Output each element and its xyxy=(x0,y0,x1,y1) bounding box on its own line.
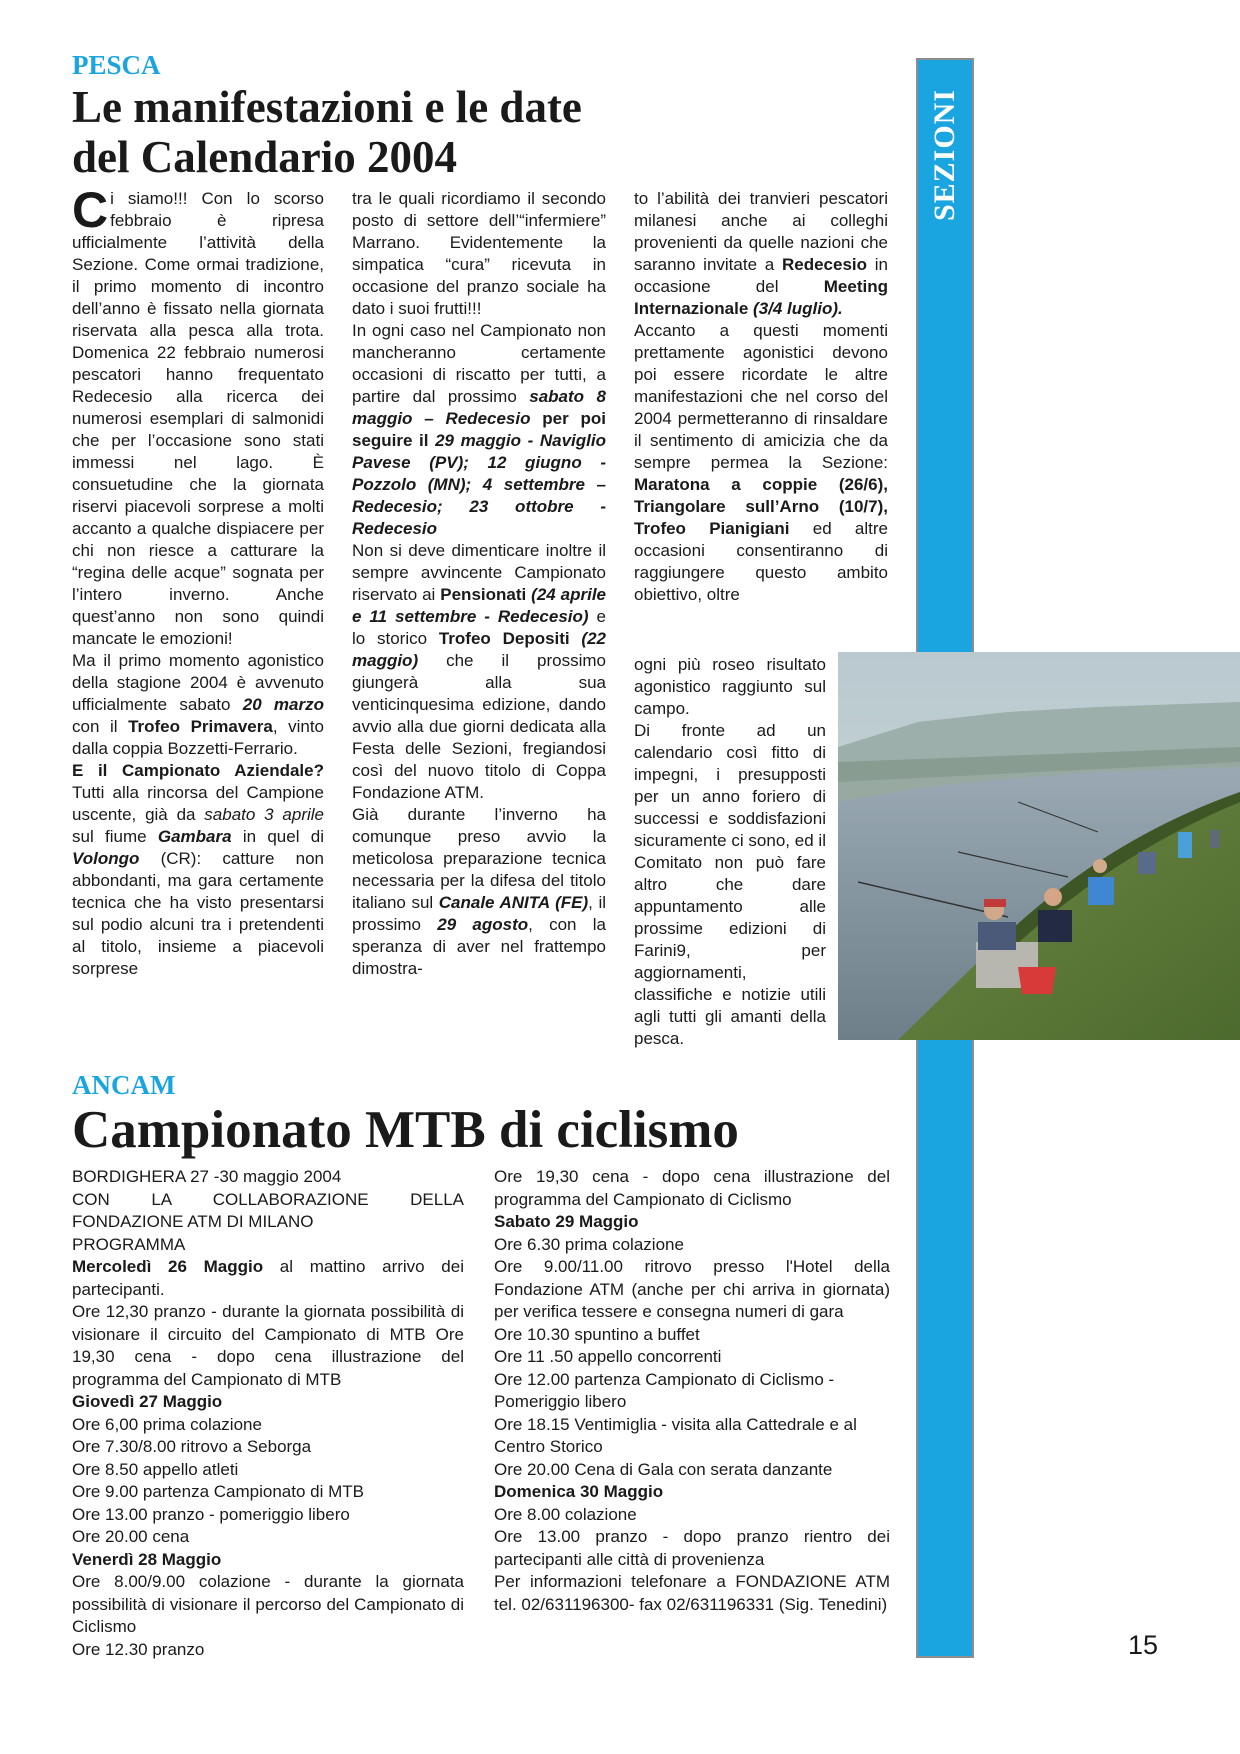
schedule-item: Ore 9.00/11.00 ritrovo presso l'Hotel della Fondazione ATM (anche per chi arriva in giornata) per verifica tessere e consegna numeri di gara xyxy=(494,1257,890,1321)
program-column-right xyxy=(494,1166,890,1616)
sidebar-label: SEZIONI xyxy=(928,88,961,222)
paragraph: Accanto a questi momenti prettamente agonistici devono poi essere ricordate le altre manifestazioni che nel corso del 2004 permetteranno di rinsaldare il sentimento di amicizia che da sempre permea la Sezione: Maratona a coppie (26/6), Triangolare sull’Arno (10/7), Trofeo Pianigiani ed altre occasioni consentiranno di raggiungere questo ambito obiettivo, oltre xyxy=(634,321,888,604)
fishing-photo xyxy=(838,652,1240,1040)
day-entry: Mercoledì 26 Maggio al mattino arrivo dei partecipanti. xyxy=(72,1257,464,1299)
schedule-item: Ore 6.30 prima colazione xyxy=(494,1234,684,1254)
page-number: 15 xyxy=(1128,1630,1159,1660)
paragraph: tra le quali ricordiamo il secondo posto di settore dell’“infermiere” Marrano. Evidentemente la simpatica “cura” ricevuta in occasione del pranzo sociale ha dato i suoi frutti!!! xyxy=(352,189,606,318)
article-column-1 xyxy=(72,188,324,1048)
schedule-item: Ore 8.00/9.00 colazione - durante la giornata possibilità di visionare il percorso del Campionato di Ciclismo xyxy=(72,1572,464,1636)
program-column-left xyxy=(72,1166,464,1661)
schedule-item: Ore 13.00 pranzo - dopo pranzo rientro dei partecipanti alle città di provenienza xyxy=(494,1527,890,1569)
article-2-title: Campionato MTB di ciclismo xyxy=(72,1101,739,1159)
schedule-item: Ore 8.50 appello atleti xyxy=(72,1459,239,1479)
text-line: Ore 12,30 pranzo - durante la giornata possibilità di visionare il circuito del Campionato di MTB Ore 19,30 cena - dopo cena illustrazione del programma del Campionato di MTB xyxy=(72,1302,464,1389)
schedule-item: Ore 20.00 Cena di Gala con serata danzante xyxy=(494,1459,833,1479)
schedule-item: Ore 20.00 cena xyxy=(72,1527,190,1546)
day-heading: Giovedì 27 Maggio xyxy=(72,1392,223,1411)
day-heading: Sabato 29 Maggio xyxy=(494,1212,639,1231)
drop-cap: C xyxy=(72,188,109,238)
paragraph: Ma il primo momento agonistico della stagione 2004 è avvenuto ufficialmente sabato 20 marzo con il Trofeo Primavera, vinto dalla coppia Bozzetti-Ferrario. xyxy=(72,651,324,758)
article-title-line-2: del Calendario 2004 xyxy=(72,132,458,182)
article-column-3 xyxy=(634,188,888,644)
paragraph: Non si deve dimenticare inoltre il sempre avvincente Campionato riservato ai Pensionati (24 aprile e 11 settembre - Redecesio) e lo storico Trofeo Depositi (22 maggio) che il prossimo giungerà alla sua venticinquesima edizione, dando avvio alla due giorni dedicata alla Festa delle Sezioni, fregiandosi così del nuovo titolo di Coppa Fondazione ATM. xyxy=(352,541,606,802)
paragraph: In ogni caso nel Campionato non mancheranno certamente occasioni di riscatto per tutti, a partire dal prossimo sabato 8 maggio – Redecesio per poi seguire il 29 maggio - Naviglio Pavese (PV); 12 giugno - Pozzolo (MN); 4 settembre – Redecesio; 23 ottobre - Redecesio xyxy=(352,321,606,538)
schedule-item: Ore 12.00 partenza Campionato di Ciclismo - Pomeriggio libero xyxy=(494,1369,835,1411)
section-tag-ancam: ANCAM xyxy=(72,1070,176,1100)
schedule-item: Ore 11 .50 appello concorrenti xyxy=(494,1347,722,1366)
paragraph: ogni più roseo risultato agonistico raggiunto sul campo. xyxy=(634,655,826,718)
paragraph: to l’abilità dei tranvieri pescatori milanesi anche ai colleghi provenienti da quelle nazioni che saranno invitate a Redecesio in occasione del Meeting Internazionale (3/4 luglio). xyxy=(634,189,888,318)
schedule-item: Ore 10.30 spuntino a buffet xyxy=(494,1324,700,1344)
article-column-2 xyxy=(352,188,606,1048)
paragraph: E il Campionato Aziendale? Tutti alla rincorsa del Campione uscente, già da sabato 3 aprile sul fiume Gambara in quel di Volongo (CR): catture non abbondanti, ma gara certamente tecnica che ha visto presentarsi sul podio alcuni tra i pretendenti al titolo, insieme a piacevoli sorprese xyxy=(72,761,324,978)
schedule-item: Ore 18.15 Ventimiglia - visita alla Cattedrale e al Centro Storico xyxy=(494,1414,857,1456)
schedule-item: Ore 9.00 partenza Campionato di MTB xyxy=(72,1482,364,1501)
section-tag-pesca: PESCA xyxy=(72,50,161,80)
text-line: BORDIGHERA 27 -30 maggio 2004 xyxy=(72,1167,342,1186)
paragraph: Già durante l’inverno ha comunque preso avvio la meticolosa preparazione tecnica necessaria per la difesa del titolo italiano sul Canale ANITA (FE), il prossimo 29 agosto, con la speranza di aver nel frattempo dimostra- xyxy=(352,805,606,978)
text-line: CON LA COLLABORAZIONE DELLA FONDAZIONE ATM DI MILANO xyxy=(72,1189,464,1231)
schedule-item: Ore 13.00 pranzo - pomeriggio libero xyxy=(72,1504,350,1524)
schedule-item: Ore 7.30/8.00 ritrovo a Seborga xyxy=(72,1437,312,1456)
day-heading: Venerdì 28 Maggio xyxy=(72,1549,222,1569)
schedule-item: Ore 19,30 cena - dopo cena illustrazione del programma del Campionato di Ciclismo xyxy=(494,1167,890,1209)
schedule-item: Ore 12.30 pranzo xyxy=(72,1639,205,1659)
contact-info: Per informazioni telefonare a FONDAZIONE ATM tel. 02/631196300- fax 02/631196331 (Sig. Tenedini) xyxy=(494,1572,890,1614)
schedule-item: Ore 8.00 colazione xyxy=(494,1504,637,1524)
paragraph: Ci siamo!!! Con lo scorso febbraio è ripresa ufficialmente l’attività della Sezione. Come ormai tradizione, il primo momento di incontro dell’anno è fissato nella giornata riservata alla pesca alla trota. Domenica 22 febbraio numerosi pescatori hanno frequentato Redecesio alla ricerca dei numerosi esemplari di salmonidi che per l’occasione sono stati immessi nel lago. È consuetudine che la giornata riservi piacevoli sorprese a molti accanto a qualche dispiacere per chi non riesce a catturare la “regina delle acque” sognata per l’intero inverno. Anche quest’anno non sono quindi mancate le emozioni! xyxy=(72,188,324,648)
day-heading: Domenica 30 Maggio xyxy=(494,1482,664,1501)
article-title xyxy=(72,82,582,182)
fishing-photo-illustration xyxy=(838,652,1240,1040)
schedule-item: Ore 6,00 prima colazione xyxy=(72,1414,262,1434)
text-line: PROGRAMMA xyxy=(72,1234,186,1254)
article-title-line-1: Le manifestazioni e le date xyxy=(72,82,582,132)
article-column-3-continued xyxy=(634,654,826,1049)
paragraph: Di fronte ad un calendario così fitto di impegni, i presupposti per un anno foriero di successi e soddisfazioni sicuramente ci sono, ed il Comitato non può fare altro che dare appuntamento alle prossime edizioni di Farini9, per aggiornamenti, classifiche e notizie utili agli tutti gli amanti della pesca. xyxy=(634,721,826,1048)
